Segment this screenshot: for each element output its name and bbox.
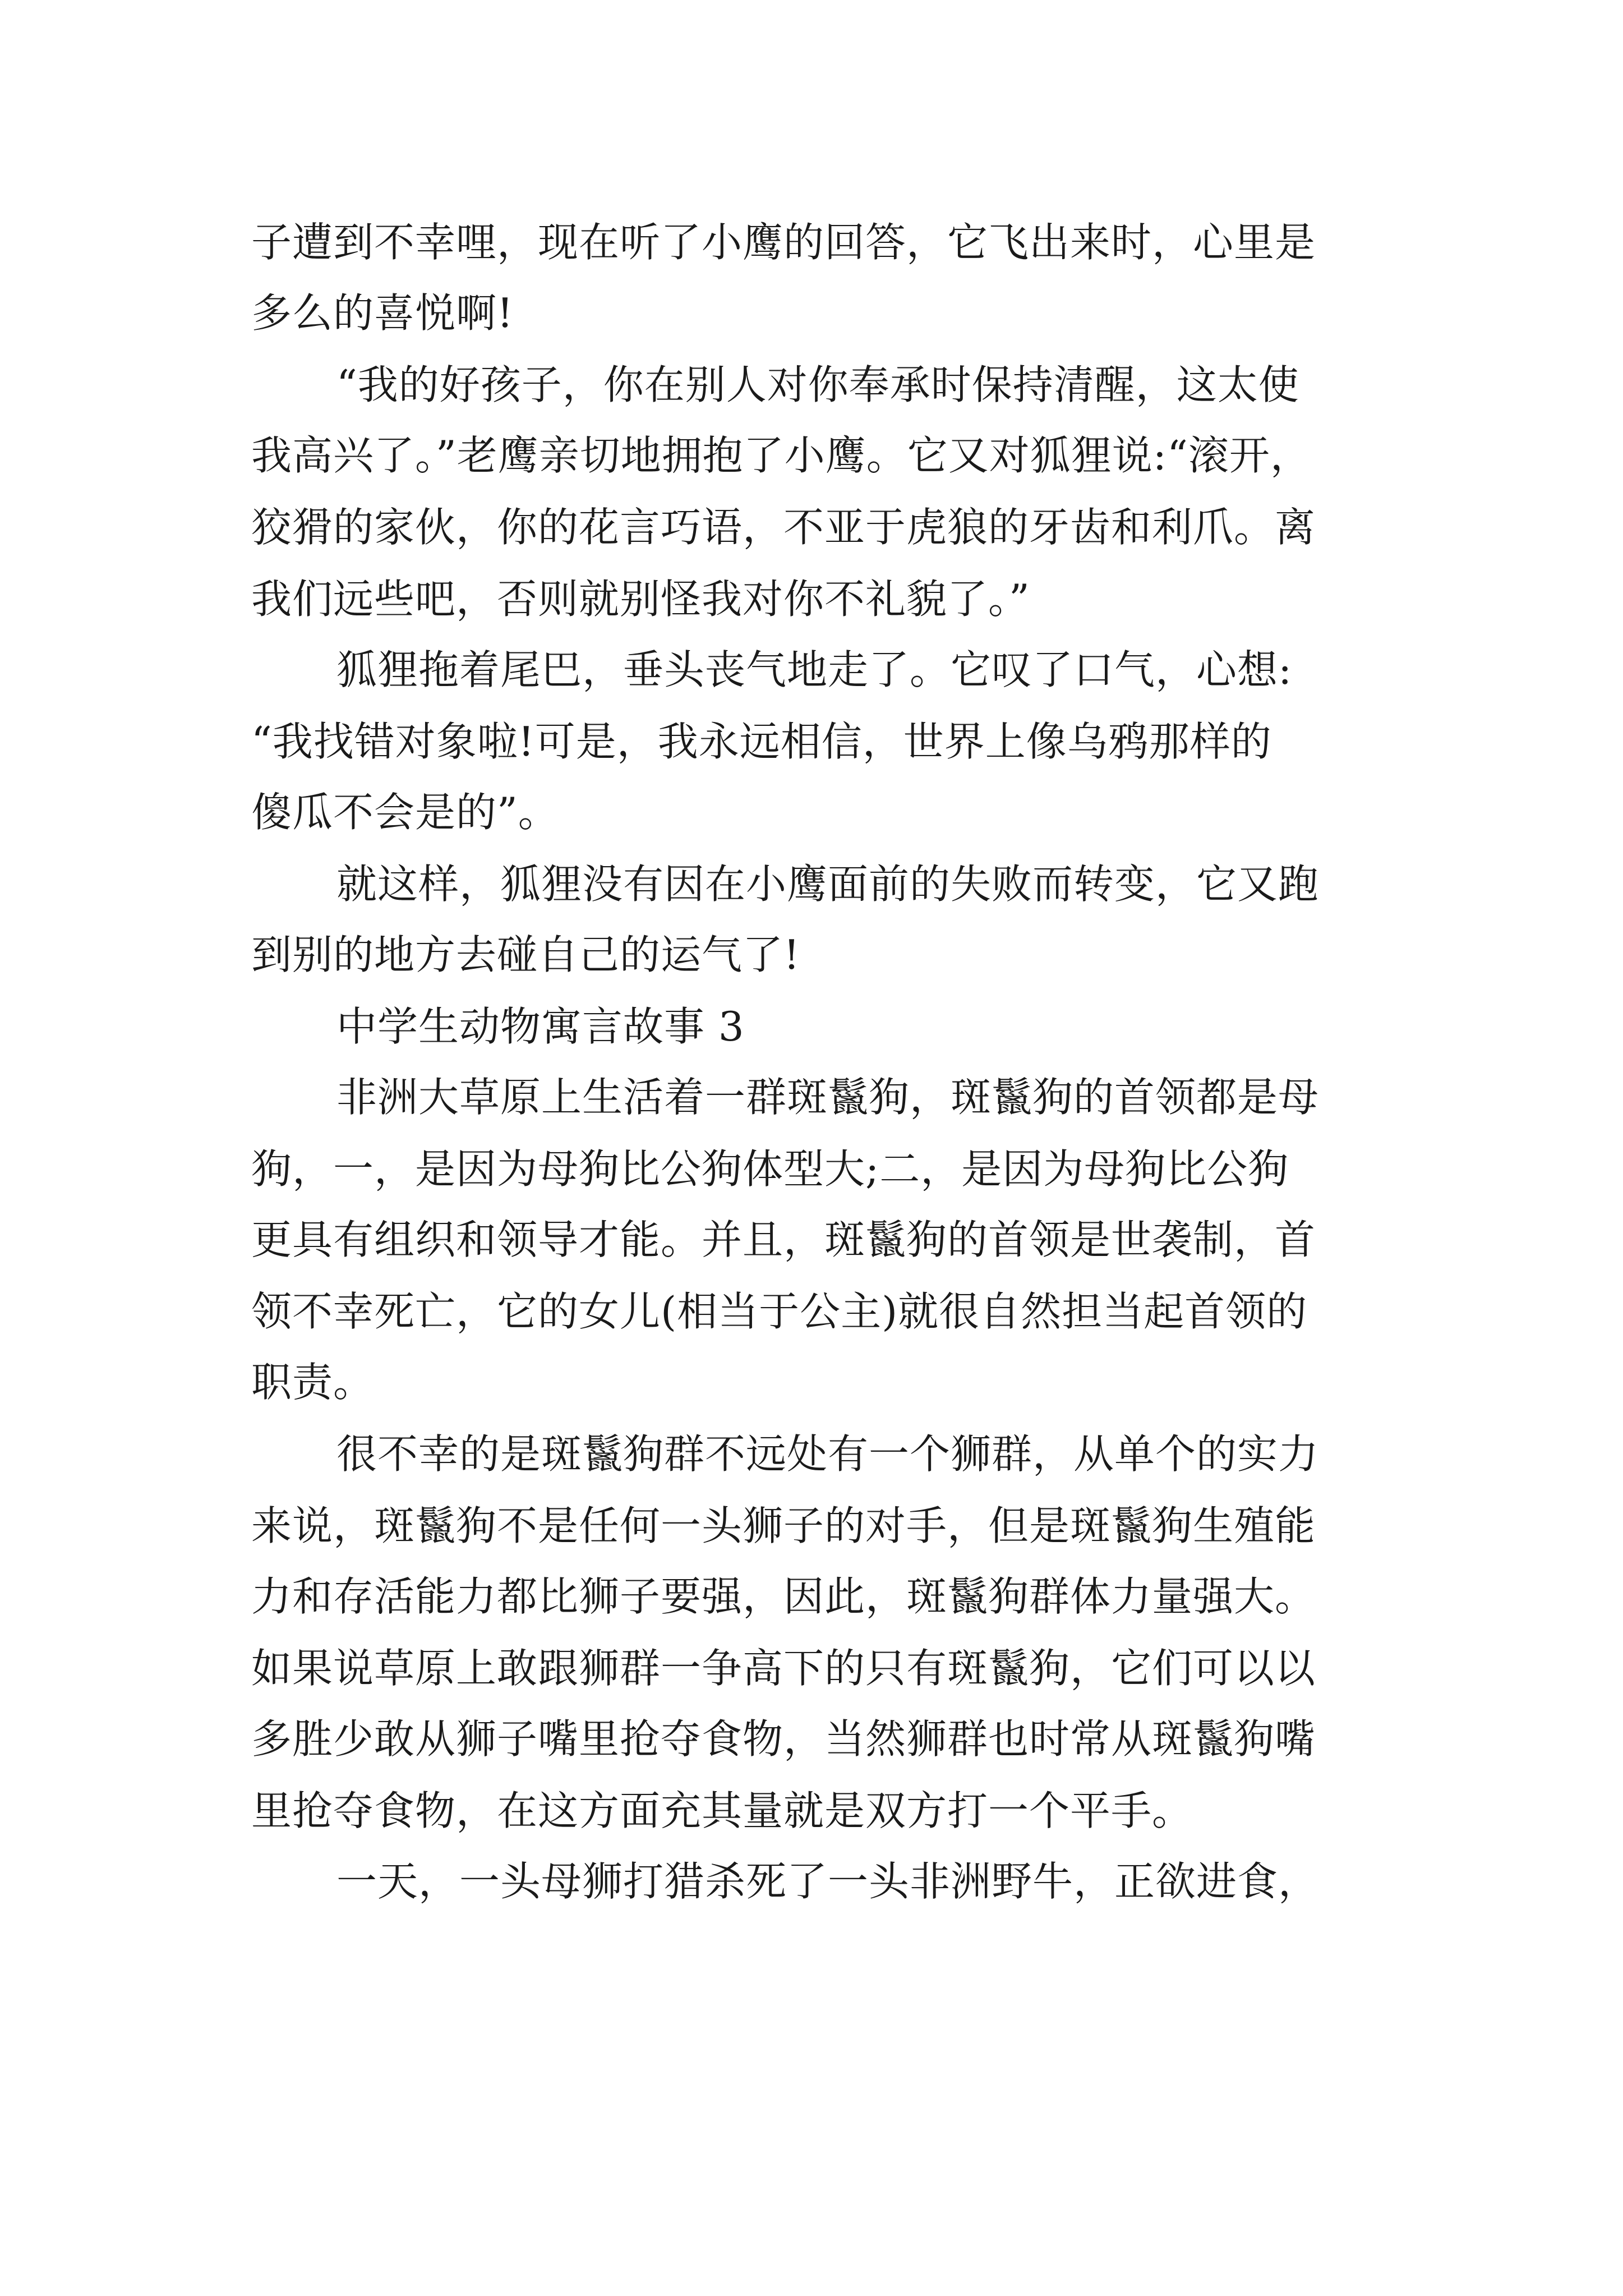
text-line: “我的好孩子，你在别人对你奉承时保持清醒，这太使 [336,361,1299,408]
text-line: 狡猾的家伙，你的花言巧语，不亚于虎狼的牙齿和利爪。离 [251,504,1316,551]
text-line: 一天，一头母狮打猎杀死了一头非洲野牛，正欲进食， [336,1858,1320,1905]
text-line: “我找错对象啦!可是，我永远相信，世界上像乌鸦那样的 [251,718,1272,765]
text-line: 来说，斑鬣狗不是任何一头狮子的对手，但是斑鬣狗生殖能 [251,1502,1316,1549]
text-line: 到别的地方去碰自己的运气了! [251,931,800,978]
text-line: 力和存活能力都比狮子要强，因此，斑鬣狗群体力量强大。 [251,1573,1316,1620]
text-line: 子遭到不幸哩，现在听了小鹰的回答，它飞出来时，心里是 [251,219,1316,266]
text-line: 领不幸死亡，它的女儿(相当于公主)就很自然担当起首领的 [251,1288,1308,1335]
section-heading: 中学生动物寓言故事 3 [336,1003,745,1050]
text-line: 里抢夺食物，在这方面充其量就是双方打一个平手。 [251,1787,1193,1834]
text-line: 多胜少敢从狮子嘴里抢夺食物，当然狮群也时常从斑鬣狗嘴 [251,1715,1316,1763]
text-line: 狗，一，是因为母狗比公狗体型大;二，是因为母狗比公狗 [251,1145,1289,1193]
text-line: 狐狸拖着尾巴，垂头丧气地走了。它叹了口气，心想: [336,646,1293,693]
text-line: 我们远些吧，否则就别怪我对你不礼貌了。” [251,576,1030,623]
text-line: 如果说草原上敢跟狮群一争高下的只有斑鬣狗，它们可以以 [251,1645,1316,1692]
text-line: 很不幸的是斑鬣狗群不远处有一个狮群，从单个的实力 [336,1430,1320,1478]
text-line: 我高兴了。”老鹰亲切地拥抱了小鹰。它又对狐狸说:“滚开， [251,432,1311,479]
text-line: 傻瓜不会是的”。 [251,789,559,836]
text-line: 就这样，狐狸没有因在小鹰面前的失败而转变，它又跑 [336,861,1320,908]
text-line: 更具有组织和领导才能。并且，斑鬣狗的首领是世袭制，首 [251,1216,1316,1263]
text-line: 非洲大草原上生活着一群斑鬣狗，斑鬣狗的首领都是母 [336,1074,1320,1121]
text-line: 多么的喜悦啊! [251,289,514,337]
text-line: 职责。 [251,1359,375,1406]
